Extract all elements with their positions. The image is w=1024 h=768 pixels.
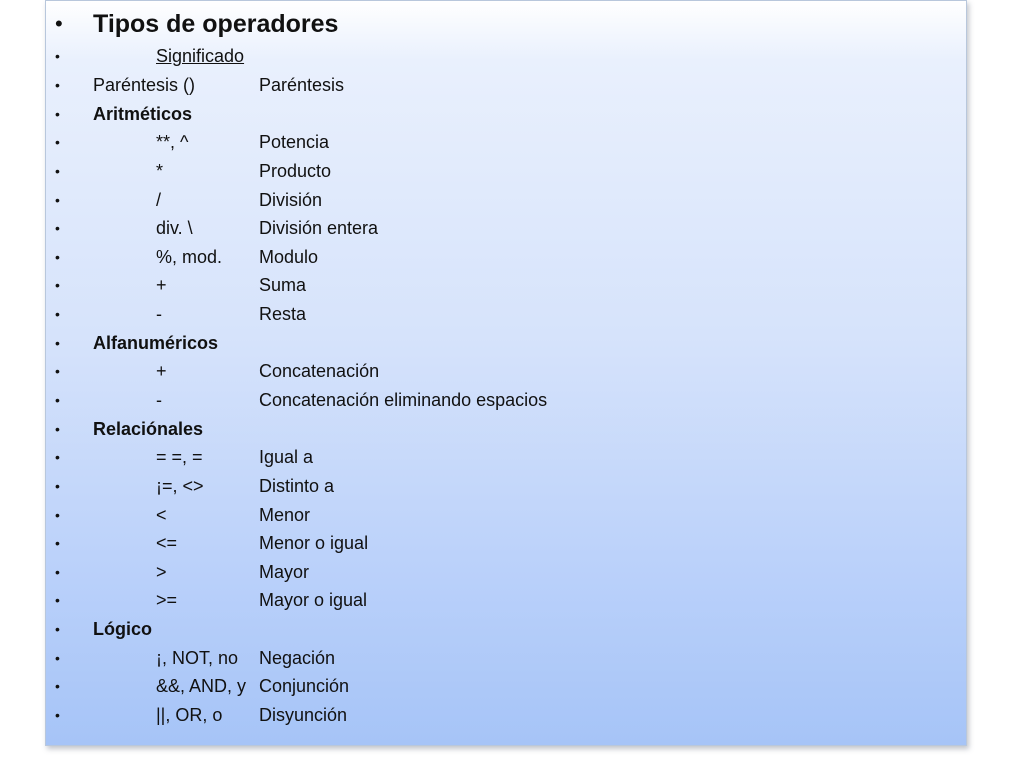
- operator-symbol: ¡=, <>: [156, 475, 204, 496]
- list-item: [55, 586, 915, 615]
- operator-symbol: /: [156, 189, 162, 210]
- bullet-icon: •: [55, 477, 60, 494]
- bullet-icon: •: [55, 449, 60, 466]
- bullet-icon: •: [55, 621, 60, 638]
- list-item: [55, 529, 915, 558]
- operator-meaning: Paréntesis: [259, 74, 345, 95]
- bullet-icon: •: [55, 162, 60, 179]
- operator-meaning: Mayor: [259, 561, 310, 582]
- operator-meaning: Negación: [259, 647, 336, 668]
- list-item: [55, 386, 915, 415]
- bullet-icon: •: [55, 105, 60, 122]
- category-heading: Relaciónales: [93, 418, 204, 439]
- list-item: [55, 472, 915, 501]
- bullet-icon: •: [55, 76, 60, 93]
- list-item: [55, 558, 915, 587]
- list-item: [55, 42, 915, 71]
- operator-symbol: -: [156, 390, 162, 410]
- operator-symbol: **, ^: [156, 132, 189, 153]
- operator-meaning: Distinto a: [259, 475, 335, 496]
- category-heading: Aritméticos: [93, 103, 193, 124]
- operator-meaning: Mayor o igual: [259, 590, 368, 611]
- operator-meaning: Concatenación: [259, 361, 380, 382]
- list-item: [55, 99, 915, 128]
- column-header-meaning: Significado: [156, 46, 245, 67]
- list-item: [55, 328, 915, 357]
- operator-meaning: Resta: [259, 304, 307, 325]
- bullet-icon: •: [55, 11, 63, 36]
- bullet-icon: •: [55, 535, 60, 552]
- operator-meaning: Producto: [259, 160, 332, 181]
- operator-meaning: División entera: [259, 218, 379, 239]
- bullet-icon: •: [55, 363, 60, 380]
- list-item: [55, 500, 915, 529]
- slide-title: Tipos de operadores: [93, 10, 339, 38]
- bullet-icon: •: [55, 134, 60, 151]
- list-item: [55, 643, 915, 672]
- operator-meaning: División: [259, 189, 323, 210]
- bullet-icon: •: [55, 306, 60, 323]
- list-item: [55, 71, 915, 100]
- operator-symbol: ||, OR, o: [156, 705, 223, 726]
- operator-symbol: = =, =: [156, 447, 203, 468]
- operator-list: [55, 42, 915, 729]
- list-item: [55, 414, 915, 443]
- bullet-icon: •: [55, 592, 60, 609]
- operator-symbol: %, mod.: [156, 246, 223, 267]
- bullet-icon: •: [55, 392, 60, 408]
- operator-symbol: *: [156, 160, 164, 181]
- list-item: [55, 615, 915, 644]
- list-item: [55, 672, 915, 701]
- list-item: [55, 214, 915, 243]
- bullet-icon: •: [55, 220, 60, 237]
- operator-meaning: Menor: [259, 504, 311, 525]
- list-item: [55, 185, 915, 214]
- operator-symbol: &&, AND, y: [156, 676, 247, 697]
- operator-meaning: Concatenación eliminando espacios: [259, 390, 548, 410]
- list-item: [55, 242, 915, 271]
- operator-meaning: Menor o igual: [259, 533, 369, 554]
- bullet-icon: •: [55, 48, 60, 65]
- operator-symbol: <=: [156, 533, 178, 554]
- bullet-icon: •: [55, 678, 60, 695]
- category-heading: Lógico: [93, 619, 152, 640]
- bullet-icon: •: [55, 248, 60, 265]
- bullet-icon: •: [55, 506, 60, 523]
- operator-symbol: <: [156, 504, 167, 525]
- operator-symbol: Paréntesis (): [93, 74, 196, 95]
- operator-meaning: Conjunción: [259, 676, 350, 697]
- list-item: [55, 271, 915, 300]
- operator-meaning: Disyunción: [259, 705, 348, 726]
- category-heading: Alfanuméricos: [93, 332, 219, 353]
- bullet-icon: •: [55, 563, 60, 580]
- operator-meaning: Potencia: [259, 132, 330, 153]
- slide-title-row: [55, 7, 338, 41]
- operator-meaning: Modulo: [259, 246, 319, 267]
- operator-symbol: ¡, NOT, no: [156, 647, 239, 668]
- bullet-icon: •: [55, 707, 60, 724]
- list-item: [55, 357, 915, 386]
- list-item: [55, 128, 915, 157]
- operator-symbol: +: [156, 275, 167, 296]
- list-item: [55, 157, 915, 186]
- operator-symbol: -: [156, 304, 162, 325]
- bullet-icon: •: [55, 420, 60, 437]
- bullet-icon: •: [55, 649, 60, 666]
- bullet-icon: •: [55, 277, 60, 294]
- list-item: [55, 300, 915, 329]
- operator-meaning: Suma: [259, 275, 307, 296]
- operator-symbol: >=: [156, 590, 178, 611]
- list-item: [55, 443, 915, 472]
- list-item: [55, 701, 915, 730]
- bullet-icon: •: [55, 334, 60, 351]
- operator-symbol: >: [156, 561, 167, 582]
- operator-symbol: +: [156, 361, 167, 382]
- operator-meaning: Igual a: [259, 447, 314, 468]
- operator-symbol: div. \: [156, 218, 193, 239]
- bullet-icon: •: [55, 191, 60, 208]
